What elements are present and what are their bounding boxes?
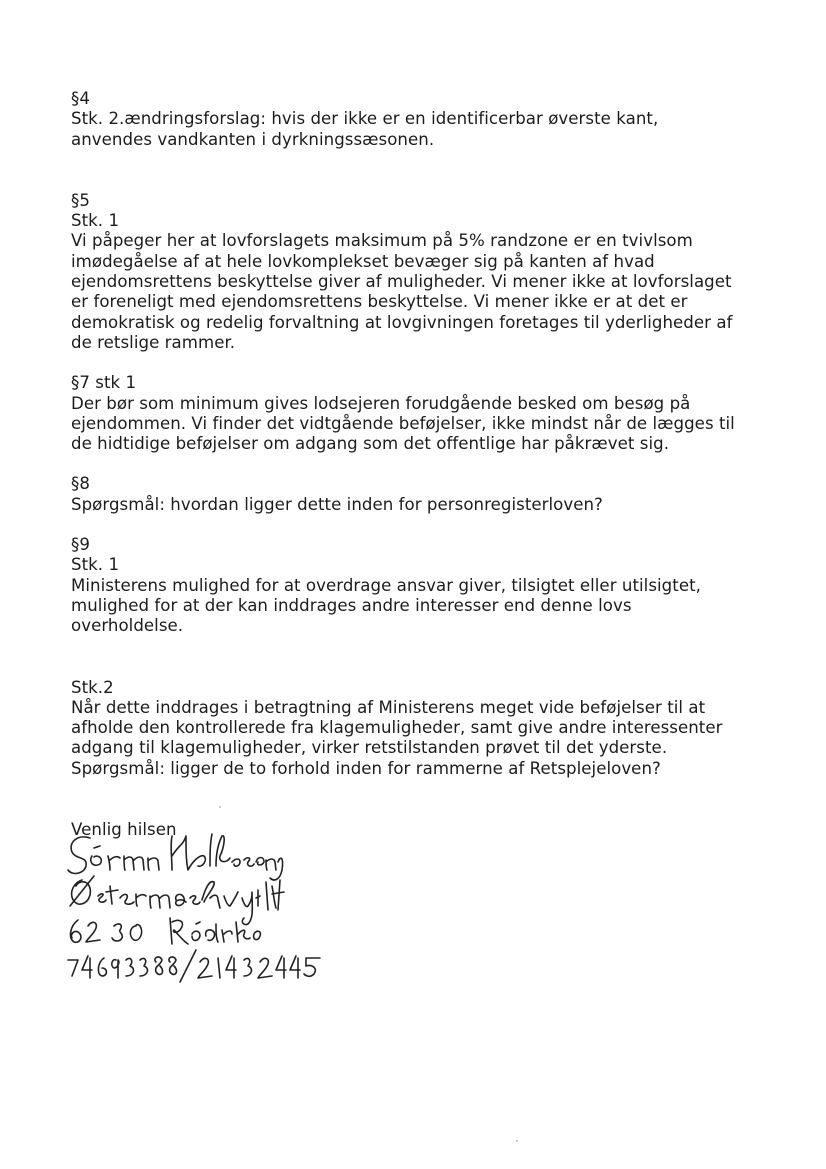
text-line: de retslige rammer. [71, 332, 236, 352]
text-line: de hidtidige beføjelser om adgang som det offentlige har påkrævet sig. [71, 434, 670, 454]
scan-speck [516, 1140, 518, 1142]
text-line: Spørgsmål: hvordan ligger dette inden for personregisterloven? [71, 494, 603, 514]
signature-address-scribble [70, 876, 284, 925]
section-paragraph-7 [71, 373, 771, 454]
text-line: Når dette inddrages i betragtning af Ministerens meget vide beføjelser til at [71, 697, 706, 717]
section-paragraph-9 [71, 535, 771, 636]
text-line: er foreneligt med ejendomsrettens beskyttelse. Vi mener ikke er at det er [71, 292, 688, 312]
text-line: ejendommen. Vi finder det vidtgående beføjelser, ikke mindst når de lægges til [71, 413, 735, 433]
spacer [71, 150, 771, 191]
section-heading: §7 stk 1 [71, 373, 137, 393]
signature-phone-scribble [68, 950, 320, 982]
section-heading: §8 [71, 474, 90, 494]
text-line: Ministerens mulighed for at overdrage ansvar giver, tilsigtet eller utilsigtet, [71, 575, 701, 595]
subsection-heading: Stk. 1 [71, 555, 120, 575]
text-line: Vi påpeger her at lovforslagets maksimum på 5% randzone er en tvivlsom [71, 231, 693, 251]
text-line: adgang til klagemuligheder, virker retstilstanden prøvet til det yderste. [71, 738, 668, 758]
spacer [71, 353, 771, 373]
closing-greeting: Venlig hilsen [71, 820, 177, 840]
signature-city-scribble [71, 918, 261, 944]
section-paragraph-9-stk-2 [71, 678, 771, 779]
text-line: mulighed for at der kan inddrages andre interesser end denne lovs [71, 595, 632, 615]
subsection-heading: Stk.2 [71, 677, 114, 697]
signature-name-scribble [68, 834, 283, 880]
spacer [71, 454, 771, 474]
spacer [71, 637, 771, 678]
text-line: afholde den kontrollerede fra klagemuligheder, samt give andre interessenter [71, 718, 723, 738]
text-line: demokratisk og redelig forvaltning at lovgivningen foretages til yderligheder af [71, 312, 733, 332]
section-heading: §5 [71, 190, 90, 210]
text-line: imødegåelse af at hele lovkomplekset bevæger sig på kanten af hvad [71, 251, 655, 271]
spacer [71, 515, 771, 535]
text-line: overholdelse. [71, 616, 184, 636]
section-heading: §9 [71, 535, 90, 555]
spacer [71, 779, 771, 820]
text-line: Stk. 2.ændringsforslag: hvis der ikke er en identificerbar øverste kant, [71, 109, 659, 129]
section-paragraph-4 [71, 89, 771, 150]
text-line: ejendomsrettens beskyttelse giver af muligheder. Vi mener ikke at lovforslaget [71, 272, 732, 292]
subsection-heading: Stk. 1 [71, 211, 120, 231]
section-paragraph-8 [71, 474, 771, 515]
text-line: anvendes vandkanten i dyrkningssæsonen. [71, 129, 435, 149]
section-heading: §4 [71, 89, 90, 108]
letter-body [71, 89, 771, 840]
text-line: Der bør som minimum gives lodsejeren forudgående besked om besøg på [71, 393, 691, 413]
handwritten-signature [60, 826, 360, 986]
scan-speck [219, 806, 221, 808]
section-paragraph-5 [71, 191, 771, 353]
text-line: Spørgsmål: ligger de to forhold inden for rammerne af Retsplejeloven? [71, 758, 661, 778]
